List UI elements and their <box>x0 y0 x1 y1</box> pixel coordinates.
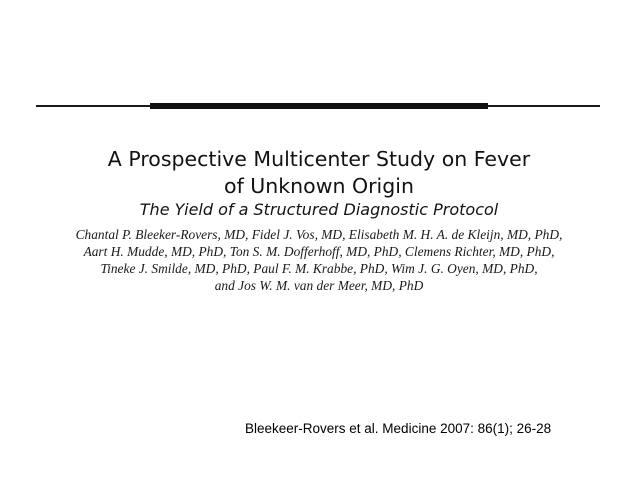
header-rule-left <box>36 105 150 107</box>
author-list <box>0 226 638 294</box>
header-rule-right <box>488 105 600 107</box>
author-line-2: Aart H. Mudde, MD, PhD, Ton S. M. Dofferhoff, MD, PhD, Clemens Richter, MD, PhD, <box>83 244 555 259</box>
author-line-1: Chantal P. Bleeker-Rovers, MD, Fidel J. Vos, MD, Elisabeth M. H. A. de Kleijn, MD, PhD, <box>75 227 563 242</box>
author-line-4: and Jos W. M. van der Meer, MD, PhD <box>214 278 424 293</box>
citation-text: Bleekeer-Rovers et al. Medicine 2007: 86(1); 26-28 <box>245 421 552 436</box>
header-rule-thick <box>150 103 488 109</box>
article-title-line-2: of Unknown Origin <box>224 174 414 198</box>
author-line-3: Tineke J. Smilde, MD, PhD, Paul F. M. Krabbe, PhD, Wim J. G. Oyen, MD, PhD, <box>100 261 538 276</box>
article-subtitle: The Yield of a Structured Diagnostic Protocol <box>139 200 499 219</box>
article-title-line-1: A Prospective Multicenter Study on Fever <box>107 147 531 171</box>
